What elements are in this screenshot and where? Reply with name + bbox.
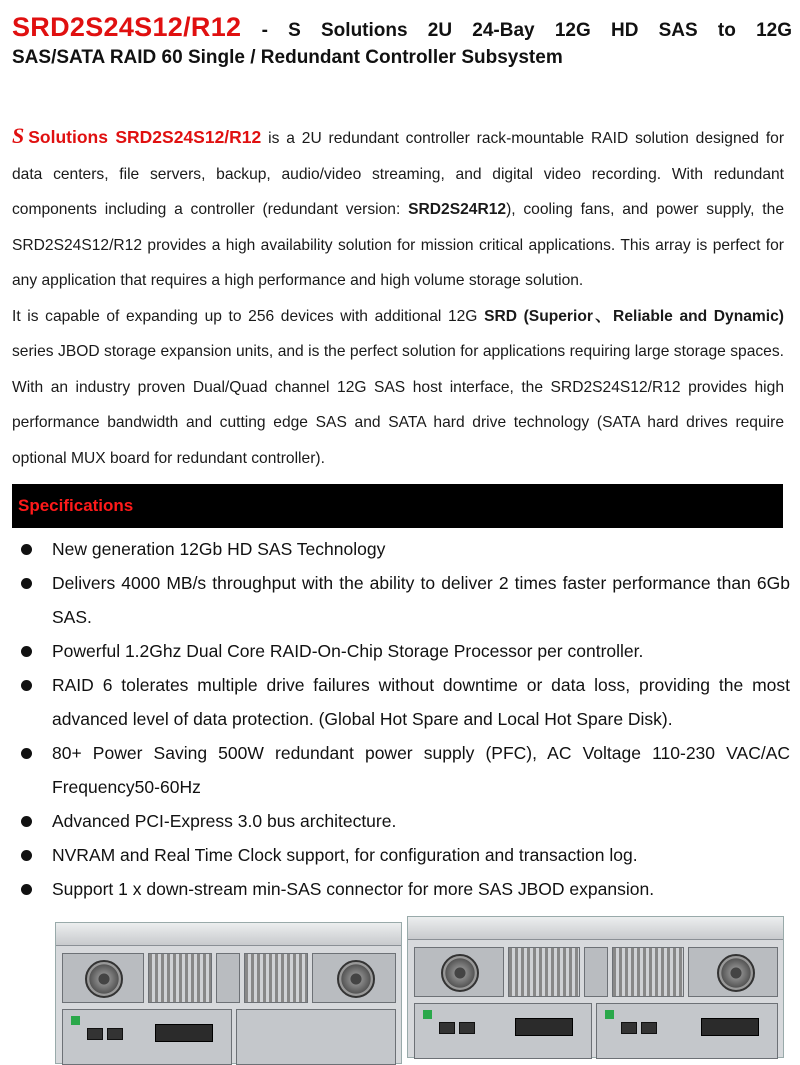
- specifications-list: [0, 532, 790, 906]
- fan-icon: [717, 954, 755, 992]
- chassis-lid: [408, 917, 783, 940]
- power-switch: [216, 953, 240, 1003]
- status-led-icon: [423, 1010, 432, 1019]
- vent-grille: [148, 953, 212, 1003]
- vent-grille: [244, 953, 308, 1003]
- intro-text-2a: It is capable of expanding up to 256 devices with additional 12G: [12, 307, 485, 325]
- spec-item: [0, 872, 790, 906]
- spec-item: [0, 532, 790, 566]
- vent-grille: [508, 947, 580, 997]
- spec-text: Delivers 4000 MB/s throughput with the ability to deliver 2 times faster performance than 6Gb SAS.: [52, 573, 790, 627]
- bullet-icon: [21, 578, 32, 589]
- status-led-icon: [71, 1016, 80, 1025]
- ethernet-port-icon: [87, 1028, 103, 1040]
- spec-item: [0, 566, 790, 634]
- bullet-icon: [21, 544, 32, 555]
- power-supply-right: [312, 953, 396, 1003]
- power-supply-left: [62, 953, 144, 1003]
- power-switch: [584, 947, 608, 997]
- ethernet-port-icon: [621, 1022, 637, 1034]
- page-title: [12, 12, 792, 70]
- ethernet-port-icon: [459, 1022, 475, 1034]
- intro-bold-2: SRD (Superior、Reliable and Dynamic): [484, 307, 784, 325]
- product-photos: [50, 912, 785, 1060]
- ethernet-port-icon: [439, 1022, 455, 1034]
- vent-grille: [612, 947, 684, 997]
- spec-text: Support 1 x down-stream min-SAS connector for more SAS JBOD expansion.: [52, 879, 655, 899]
- ethernet-port-icon: [641, 1022, 657, 1034]
- chassis-lid: [56, 923, 401, 946]
- product-rear-photo-single: [55, 922, 402, 1064]
- spec-text: NVRAM and Real Time Clock support, for configuration and transaction log.: [52, 845, 638, 865]
- controller-blank: [236, 1009, 396, 1065]
- bullet-icon: [21, 816, 32, 827]
- title-rest: - S Solutions 2U 24-Bay 12G HD SAS to 12G: [241, 20, 792, 41]
- bullet-icon: [21, 680, 32, 691]
- intro-paragraph-1: [12, 118, 784, 299]
- spec-text: Powerful 1.2Ghz Dual Core RAID-On-Chip Storage Processor per controller.: [52, 641, 644, 661]
- spec-text: New generation 12Gb HD SAS Technology: [52, 539, 386, 559]
- brand-name: Solutions SRD2S24S12/R12: [28, 127, 262, 147]
- specifications-header-bar: [12, 484, 783, 528]
- spec-item: [0, 634, 790, 668]
- intro-section: [12, 118, 784, 476]
- intro-text-1b: ), cooling fans, and power supply, the SRD2S24S12/R12 provides a high availability solution for mission critical applications. This array is perfect for any application that requires a high performance and high volume storage solution.: [12, 201, 784, 289]
- intro-paragraph-2: [12, 299, 784, 477]
- title-line-1: [12, 12, 792, 46]
- brand-s-logo: S: [12, 123, 25, 148]
- spec-item: [0, 668, 790, 736]
- spec-item: [0, 804, 790, 838]
- status-led-icon: [605, 1010, 614, 1019]
- fan-icon: [85, 960, 123, 998]
- controller-module: [62, 1009, 232, 1065]
- spec-text: RAID 6 tolerates multiple drive failures without downtime or data loss, providing the most advanced level of data protection. (Global Hot Spare and Local Hot Spare Disk).: [52, 675, 790, 729]
- sas-connector-icon: [701, 1018, 759, 1036]
- power-supply-right: [688, 947, 778, 997]
- sas-connector-icon: [155, 1024, 213, 1042]
- ethernet-port-icon: [107, 1028, 123, 1040]
- spec-item: [0, 838, 790, 872]
- specifications-heading: Specifications: [18, 496, 134, 515]
- bullet-icon: [21, 748, 32, 759]
- intro-text-1a: is a 2U redundant controller rack-mountable RAID solution designed for data centers, file servers, backup, audio/video streaming, and digital video recording. With redundant components including a controller (redundant version:: [12, 130, 785, 218]
- model-number: SRD2S24S12/R12: [12, 12, 242, 42]
- spec-text: 80+ Power Saving 500W redundant power supply (PFC), AC Voltage 110-230 VAC/AC Frequency50-60Hz: [52, 743, 790, 797]
- controller-module-b: [596, 1003, 778, 1059]
- spec-text: Advanced PCI-Express 3.0 bus architecture.: [52, 811, 397, 831]
- intro-bold-1: SRD2S24R12: [408, 201, 507, 218]
- sas-connector-icon: [515, 1018, 573, 1036]
- bullet-icon: [21, 884, 32, 895]
- fan-icon: [337, 960, 375, 998]
- bullet-icon: [21, 850, 32, 861]
- power-supply-left: [414, 947, 504, 997]
- spec-item: [0, 736, 790, 804]
- fan-icon: [441, 954, 479, 992]
- intro-text-2b: series JBOD storage expansion units, and is the perfect solution for applications requiring large storage spaces. With an industry proven Dual/Quad channel 12G SAS host interface, the SRD2S24S12/R12 provides high performance bandwidth and cutting edge SAS and SATA hard drive technology (SATA hard drives require optional MUX board for redundant controller).: [12, 343, 784, 467]
- bullet-icon: [21, 646, 32, 657]
- title-line-2: SAS/SATA RAID 60 Single / Redundant Controller Subsystem: [12, 47, 563, 68]
- controller-module-a: [414, 1003, 592, 1059]
- product-rear-photo-redundant: [407, 916, 784, 1058]
